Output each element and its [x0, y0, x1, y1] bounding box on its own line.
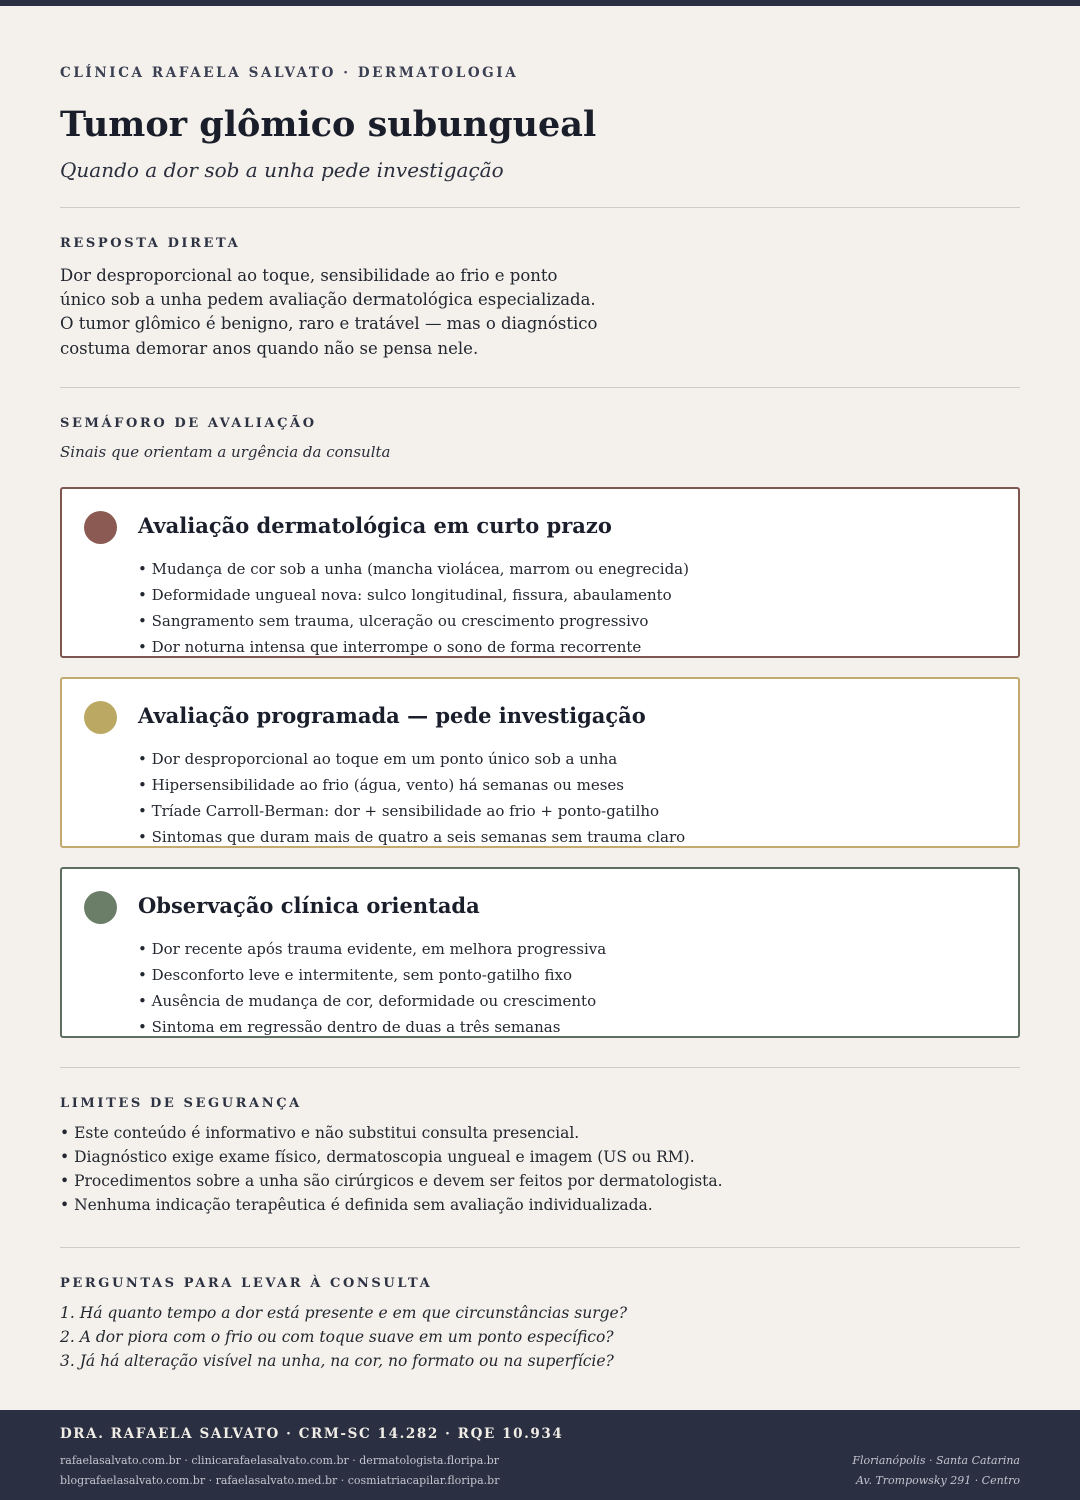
list-item: • Sangramento sem trauma, ulceração ou crescimento progressivo: [138, 612, 649, 630]
card-green: [60, 867, 1020, 1038]
list-item: 1. Há quanto tempo a dor está presente e em que circunstâncias surge?: [60, 1304, 628, 1322]
list-item: • Sintomas que duram mais de quatro a seis semanas sem trauma claro: [138, 828, 686, 846]
list-item: • Deformidade ungueal nova: sulco longitudinal, fissura, abaulamento: [138, 586, 672, 604]
clinic-line: CLÍNICA RAFAELA SALVATO · DERMATOLOGIA: [60, 65, 519, 81]
list-item: • Ausência de mudança de cor, deformidade ou crescimento: [138, 992, 597, 1010]
footer-link-line[interactable]: blografaelasalvato.com.br · rafaelasalvato.med.br · cosmiatriacapilar.floripa.br: [60, 1474, 500, 1487]
footer-city: Florianópolis · Santa Catarina: [852, 1454, 1020, 1467]
footer-links: [60, 1451, 499, 1491]
page-subtitle: Quando a dor sob a unha pede investigação: [60, 158, 504, 182]
footer: [0, 1410, 1080, 1500]
list-item: • Nenhuma indicação terapêutica é definida sem avaliação individualizada.: [60, 1196, 653, 1214]
card-title: Avaliação programada — pede investigação: [138, 703, 646, 728]
limites-label: LIMITES DE SEGURANÇA: [60, 1096, 302, 1111]
divider: [60, 1067, 1020, 1068]
card-title: Avaliação dermatológica em curto prazo: [138, 513, 612, 538]
divider: [60, 387, 1020, 388]
card-list: [138, 936, 606, 1040]
limites-list: [60, 1121, 723, 1217]
card-list: [138, 556, 689, 660]
list-item: • Este conteúdo é informativo e não substitui consulta presencial.: [60, 1124, 580, 1142]
page-title: Tumor glômico subungueal: [60, 104, 597, 145]
list-item: 3. Já há alteração visível na unha, na cor, no formato ou na superfície?: [60, 1352, 614, 1370]
divider: [60, 207, 1020, 208]
status-dot-yellow: [84, 701, 117, 734]
doctor-credentials: DRA. RAFAELA SALVATO · CRM-SC 14.282 · RQE 10.934: [60, 1426, 564, 1442]
top-accent-bar: [0, 0, 1080, 6]
card-yellow: [60, 677, 1020, 848]
list-item: • Dor recente após trauma evidente, em melhora progressiva: [138, 940, 607, 958]
resposta-line: Dor desproporcional ao toque, sensibilidade ao frio e ponto: [60, 266, 558, 285]
list-item: • Tríade Carroll-Berman: dor + sensibilidade ao frio + ponto-gatilho: [138, 802, 660, 820]
resposta-line: O tumor glômico é benigno, raro e tratável — mas o diagnóstico: [60, 314, 598, 334]
list-item: • Sintoma em regressão dentro de duas a três semanas: [138, 1018, 561, 1036]
list-item: • Desconforto leve e intermitente, sem ponto-gatilho fixo: [138, 966, 572, 984]
list-item: • Diagnóstico exige exame físico, dermatoscopia ungueal e imagem (US ou RM).: [60, 1148, 695, 1166]
card-red: [60, 487, 1020, 658]
list-item: • Dor desproporcional ao toque em um ponto único sob a unha: [138, 750, 618, 768]
resposta-line: único sob a unha pedem avaliação dermatológica especializada.: [60, 290, 596, 310]
perguntas-label: PERGUNTAS PARA LEVAR À CONSULTA: [60, 1276, 433, 1291]
semaforo-label: SEMÁFORO DE AVALIAÇÃO: [60, 416, 317, 431]
resposta-label: RESPOSTA DIRETA: [60, 236, 241, 251]
status-dot-green: [84, 891, 117, 924]
footer-address: [852, 1451, 1020, 1491]
perguntas-list: [60, 1301, 627, 1373]
list-item: • Hipersensibilidade ao frio (água, vento) há semanas ou meses: [138, 776, 624, 794]
card-list: [138, 746, 685, 850]
resposta-line: costuma demorar anos quando não se pensa nele.: [60, 338, 479, 358]
footer-street: Av. Trompowsky 291 · Centro: [856, 1474, 1020, 1487]
list-item: • Procedimentos sobre a unha são cirúrgicos e devem ser feitos por dermatologista.: [60, 1172, 723, 1190]
status-dot-red: [84, 511, 117, 544]
semaforo-subtitle: Sinais que orientam a urgência da consulta: [60, 443, 391, 461]
footer-link-line[interactable]: rafaelasalvato.com.br · clinicarafaelasalvato.com.br · dermatologista.floripa.br: [60, 1454, 500, 1467]
resposta-text: [60, 264, 630, 361]
list-item: • Dor noturna intensa que interrompe o sono de forma recorrente: [138, 638, 642, 656]
list-item: • Mudança de cor sob a unha (mancha violácea, marrom ou enegrecida): [138, 560, 689, 578]
card-title: Observação clínica orientada: [138, 893, 480, 918]
divider: [60, 1247, 1020, 1248]
list-item: 2. A dor piora com o frio ou com toque suave em um ponto específico?: [60, 1328, 614, 1346]
